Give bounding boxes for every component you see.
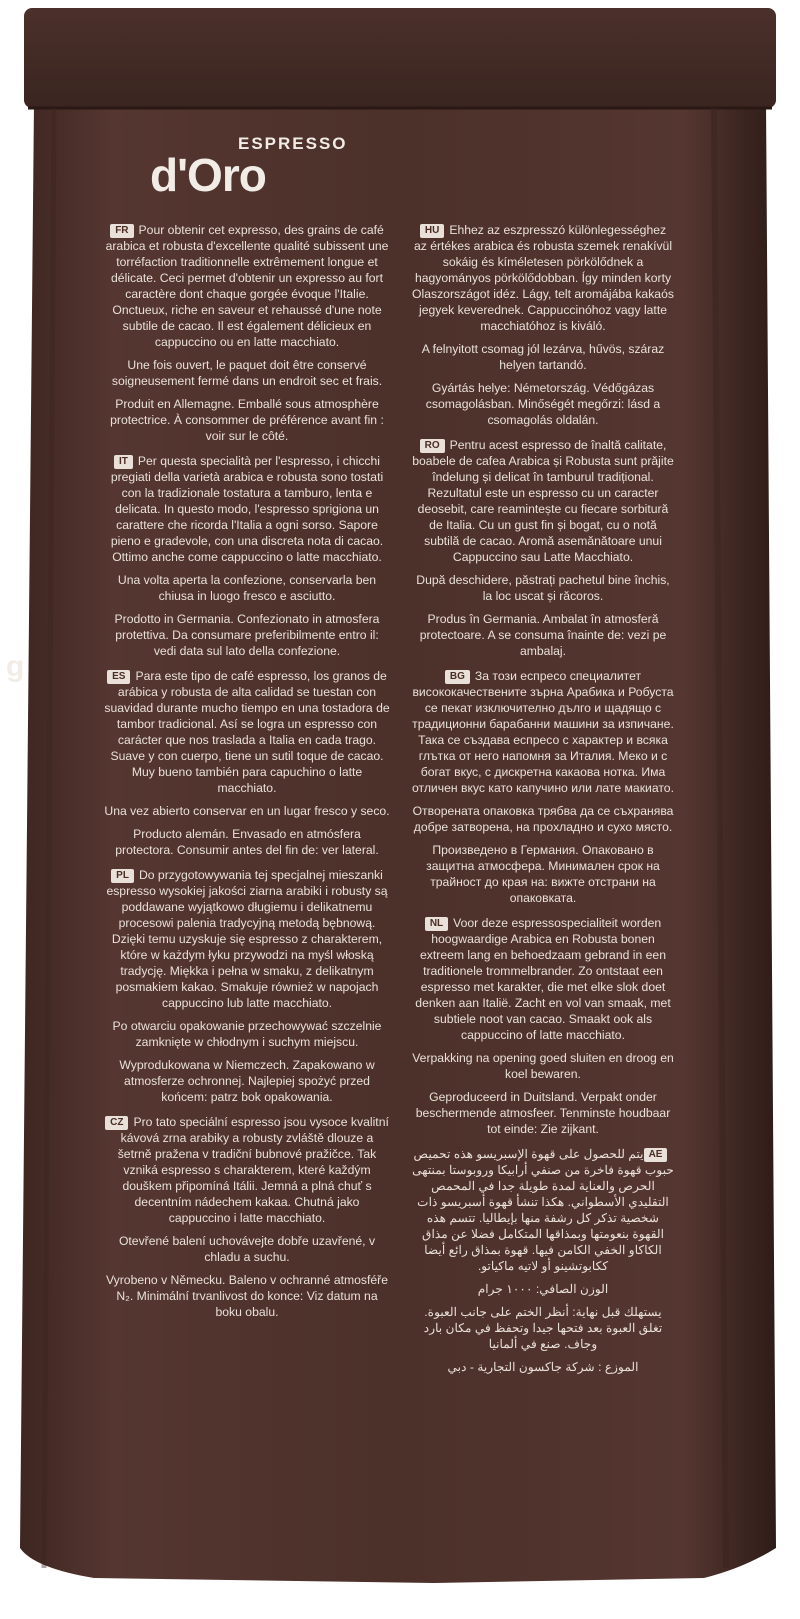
logo-doro-text: d'Oro: [150, 149, 266, 201]
section-paragraph: Otevřené balení uchovávejte dobře uzavřené, v chladu a suchu.: [118, 1234, 376, 1264]
section-paragraph: După deschidere, păstrați pachetul bine închis, la loc uscat și răcoros.: [416, 573, 670, 603]
section-paragraph: Pro tato speciální espresso jsou vysoce kvalitní kávová zrna arabiky a robusty zvláště dlouze a šetrně pražena v tradiční bubnové pražičce. Tak vzniká espresso s charakterem, které každým douškem připomíná Itálii. Jemná a plná chuť s decentním nádechem kakaa. Chutná jako cappuccino i latte macchiato.: [117, 1115, 389, 1225]
lang-badge-es: ES: [107, 670, 130, 684]
lang-badge-pl: PL: [111, 869, 134, 883]
section-paragraph: Do przygotowywania tej specjalnej mieszanki espresso wysokiej jakości ziarna arabiki i robusty są poddawane wyjątkowo długiemu i delikatnemu procesowi palenia tradycyjną metodą bębnową. Dzięki temu uzyskuje się espresso z charakterem, które w każdym łyku przywodzi na myśl włoską tradycję. Miękka i pełna w smaku, z delikatnym posmakiem kakao. Smakuje również w napojach cappuccino lub latte macchiato.: [106, 868, 388, 1010]
section-paragraph: Produs în Germania. Ambalat în atmosferă protectoare. A se consuma înainte de: vezi pe ambalaj.: [419, 612, 667, 658]
section-paragraph: Una volta aperta la confezione, conservarla ben chiusa in luogo fresco e asciutto.: [117, 573, 377, 603]
lang-badge-ro: RO: [420, 439, 445, 453]
section-paragraph: Voor deze espressospecialiteit worden hoogwaardige Arabica en Robusta bonen extreem lang en behoedzaam gebrand in een traditionele trommelbrander. Zo ontstaat een espresso met karakter, die met elke slok doet denken aan Italië. Zacht en vol van smaak, met subtiele noot van cacao. Smaakt ook als cappuccino of latte macchiato.: [415, 916, 671, 1042]
section-paragraph: يتم للحصول على قهوة الإسبريسو هذه تحميص حبوب قهوة فاخرة من صنفي أرابيكا وروبوستا بمنتهى الحرص والعناية لمدة طويلة جدا في المحمص التقليدي الأسطواني. هكذا تنشأ قهوة أسبريسو ذات شخصية تذكر كل رشفة منها بإيطاليا. تتسم هذه القهوة بنعومتها وبمذاقها المتكامل فضلا عن مذاق الكاكاو الخفي الكامن فيها. قهوة بمذاق رائع أيضا ككابوتشينو أو لاتيه ماكياتو.: [412, 1147, 674, 1273]
section-paragraph: الموزع : شركة جاكسون التجارية - دبي: [447, 1360, 639, 1374]
section-paragraph: Ehhez az eszpresszó különlegességhez az értékes arabica és robusta szemek renakívül sokáig és kíméletesen pörkölődnek a hagyományos pörkölődobban. Így minden korty Olaszországot idéz. Lágy, telt aromájába kakaós jegyek keverednek. Cappuccinóhoz vagy latte macchiatóhoz is kiváló.: [412, 223, 674, 333]
logo-espresso-text: ESPRESSO: [238, 134, 348, 153]
section-paragraph: Producto alemán. Envasado en atmósfera protectora. Consumir antes del fin de: ver lateral.: [115, 827, 379, 857]
section-paragraph: Verpakking na opening goed sluiten en droog en koel bewaren.: [412, 1051, 674, 1081]
section-paragraph: Prodotto in Germania. Confezionato in atmosfera protettiva. Da consumare preferibilmente entro il: vedi data sul lato della confezione.: [114, 612, 380, 658]
section-paragraph: A felnyitott csomag jól lezárva, hűvös, száraz helyen tartandó.: [421, 342, 665, 372]
section-paragraph: Une fois ouvert, le paquet doit être conservé soigneusement fermé dans un endroit sec et frais.: [111, 358, 383, 388]
section-paragraph: Pentru acest espresso de înaltă calitate, boabele de cafea Arabica și Robusta sunt prăjite îndelung și delicat în tamburul tradițional. Rezultatul este un espresso cu un caracter deosebit, care reamintește cu fiecare sorbitură de Italia. Cu un gust fin și bogat, cu o notă subtilă de cacao. Aromă asemănătoare unui Cappuccino sau Latte Macchiato.: [412, 438, 674, 564]
section-paragraph: Po otwarciu opakowanie przechowywać szczelnie zamknięte w chłodnym i suchym miejscu.: [112, 1019, 382, 1049]
lang-badge-hu: HU: [420, 224, 444, 238]
section-paragraph: Para este tipo de café espresso, los granos de arábica y robusta de alta calidad se tuestan con suavidad durante mucho tiempo en una tostadora de tambor tradicional. Así se logra un espresso con carácter que nos traslada a Italia en cada trago. Suave y con cuerpo, tiene un sutil toque de cacao. Muy bueno también para capuchino o latte macchiato.: [104, 669, 390, 795]
section-paragraph: Vyrobeno v Německu. Baleno v ochranné atmosféře N₂. Minimální trvanlivost do konce: Viz datum na boku obalu.: [105, 1273, 389, 1319]
bag-top-seal: [24, 8, 776, 108]
lang-badge-fr: FR: [110, 224, 133, 238]
lang-badge-it: IT: [114, 455, 133, 469]
bag-body: [20, 103, 776, 1583]
section-paragraph: За този еспресо специалитет висококачествените зърна Арабика и Робуста се пекат изключително дълго и щадящо с традиционни барабанни машини за изпичане. Така се създава еспресо с характер и всяка глътка от него напомня за Италия. Меко и с богат вкус, с дискретна какаова нотка. Има отличен вкус като капучино или лате макиато.: [412, 669, 674, 795]
section-paragraph: Per questa specialità per l'espresso, i chicchi pregiati della varietà arabica e robusta sono tostati con la tradizionale tostatura a tamburo, lenta e delicata. In questo modo, l'espresso sprigiona un carattere che ricorda l'Italia a ogni sorso. Sapore pieno e gradevole, con una discreta nota di cacao. Ottimo anche come cappuccino o latte macchiato.: [110, 454, 384, 564]
coffee-bag: [14, 8, 786, 1608]
side-weight-glyph: g: [6, 650, 25, 683]
lang-badge-cz: CZ: [105, 1116, 128, 1130]
lang-badge-ae: AE: [644, 1148, 668, 1162]
section-paragraph: Wyprodukowana w Niemczech. Zapakowano w atmosferze ochronnej. Najlepiej spożyć przed końcem: patrz bok opakowania.: [119, 1058, 375, 1104]
section-paragraph: Pour obtenir cet expresso, des grains de café arabica et robusta d'excellente qualité subissent une torréfaction traditionnelle extrêmement longue et délicate. Ceci permet d'obtenir un expresso au fort caractère dont chaque gorgée évoque l'Italie. Onctueux, riche en saveur et rehaussé d'une note subtile de cacao. Il est également délicieux en cappuccino ou en latte macchiato.: [105, 223, 389, 349]
lang-badge-nl: NL: [425, 917, 448, 931]
section-paragraph: Geproduceerd in Duitsland. Verpakt onder beschermende atmosfeer. Tenminste houdbaar tot einde: Zie zijkant.: [415, 1090, 671, 1136]
section-paragraph: يستهلك قبل نهاية: أنظر الختم على جانب العبوة. تغلق العبوة بعد فتحها جيدا وتحفظ في مكان بارد وجاف. صنع في ألمانيا: [423, 1305, 663, 1351]
lang-badge-bg: BG: [445, 670, 470, 684]
section-paragraph: Gyártás helye: Németország. Védőgázas csomagolásban. Minőségét megőrzi: lásd a csomagolás oldalán.: [425, 381, 661, 427]
section-paragraph: Отворената опаковка трябва да се съхранява добре затворена, на прохладно и сухо място.: [412, 804, 674, 834]
section-paragraph: الوزن الصافي: ١٠٠٠ جرام: [477, 1282, 609, 1296]
section-paragraph: Produit en Allemagne. Emballé sous atmosphère protectrice. À consommer de préférence avant fin : voir sur le côté.: [110, 397, 384, 443]
section-paragraph: Una vez abierto conservar en un lugar fresco y seco.: [104, 804, 390, 818]
section-paragraph: Произведено в Германия. Опаковано в защитна атмосфера. Минимален срок на трайност до края на: вижте отстрани на опаковката.: [426, 843, 660, 905]
